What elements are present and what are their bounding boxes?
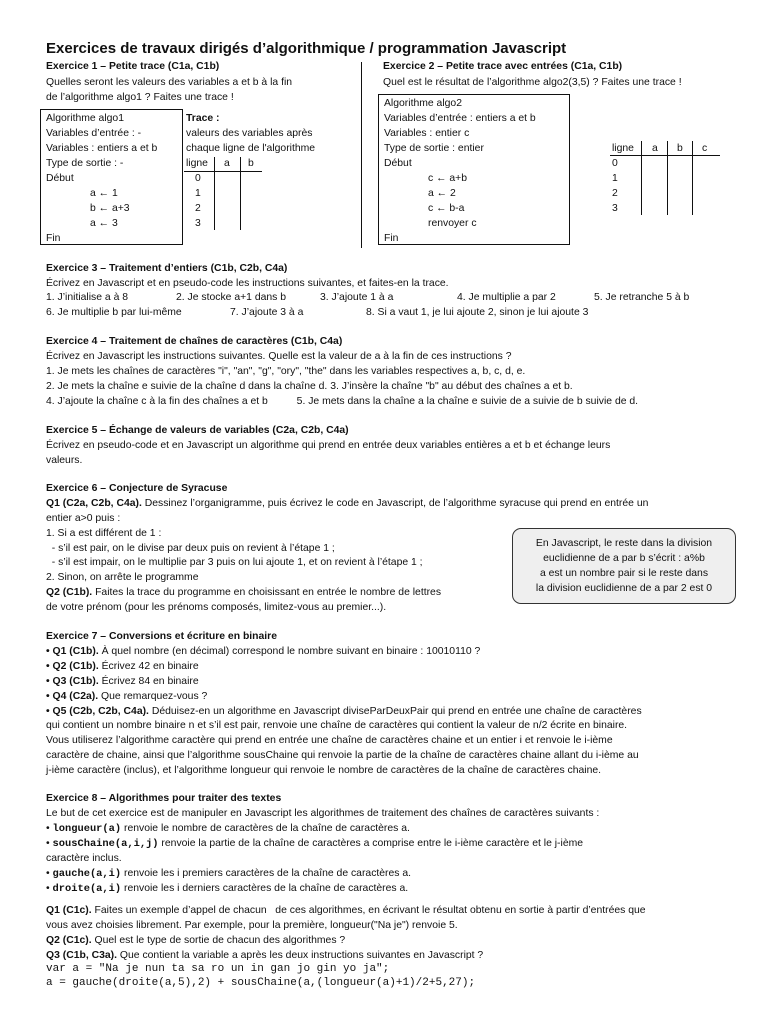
ex7-q-text: Déduisez-en un algorithme en Javascript diviseParDeuxPair qui prend en entrée une chaîne de caractères xyxy=(148,706,642,717)
ex8-q2-text: Quel est le type de sortie de chacun des algorithmes ? xyxy=(91,935,346,946)
ex1-trace-title: Trace : xyxy=(186,113,220,124)
ex1-trace-desc: chaque ligne de l'algorithme xyxy=(186,143,316,154)
ex1-algo-line: b ← a+3 xyxy=(90,203,130,214)
ex8-q1 xyxy=(46,903,646,918)
ex6-line: entier a>0 puis : xyxy=(46,513,121,524)
ex3-heading: Exercice 3 – Traitement d’entiers (C1b, C2b, C4a) xyxy=(46,263,288,274)
ex1-trace-rule xyxy=(240,157,241,230)
ex7-line: caractère de chaine, ainsi que l’algorithme sousChaine qui renvoie la partie de la chaîne de caractères chaine allant du i-ième au xyxy=(46,750,639,761)
ex4-heading: Exercice 4 – Traitement de chaînes de caractères (C1b, C4a) xyxy=(46,336,343,347)
ex7-heading: Exercice 7 – Conversions et écriture en binaire xyxy=(46,631,278,642)
ex2-algo-line: c ← a+b xyxy=(428,173,467,184)
ex8-q3-text: Que contient la variable a après les deux instructions suivantes en Javascript ? xyxy=(117,950,484,961)
ex7-q-text: À quel nombre (en décimal) correspond le nombre suivant en binaire : 10010110 ? xyxy=(98,646,481,657)
ex7-q-text: Écrivez 84 en binaire xyxy=(98,676,199,687)
ex3-item: 8. Si a vaut 1, je lui ajoute 2, sinon je lui ajoute 3 xyxy=(366,307,589,318)
ex1-line-2: de l’algorithme algo1 ? Faites une trace ! xyxy=(46,92,234,103)
ex2-line: Quel est le résultat de l’algorithme algo2(3,5) ? Faites une trace ! xyxy=(383,77,682,88)
ex1-trace-row: 3 xyxy=(195,218,201,229)
ex1-trace-row: 2 xyxy=(195,203,201,214)
ex2-algo-line: Variables d’entrée : entiers a et b xyxy=(384,113,536,124)
ex1-algo-line: Fin xyxy=(46,233,61,244)
ex8-q2-label: Q2 (C1c). xyxy=(46,935,92,946)
ex4-line: 2. Je mets la chaîne e suivie de la chaîne d dans la chaîne d. 3. J’insère la chaîne "b" au début des chaînes a et b. xyxy=(46,381,573,392)
ex2-trace-rule xyxy=(692,141,693,215)
ex2-algo-line: Type de sortie : entier xyxy=(384,143,484,154)
ex2-algo-line: Début xyxy=(384,158,412,169)
ex2-trace-header: ligne xyxy=(612,143,634,154)
ex1-trace-row: 1 xyxy=(195,188,201,199)
ex4-line: 1. Je mets les chaînes de caractères "i", "an", "g", "ory", "the" dans les variables respectives a, b, c, d, e. xyxy=(46,366,526,377)
ex6-q2 xyxy=(46,585,441,600)
ex1-line-1: Quelles seront les valeurs des variables a et b à la fin xyxy=(46,77,293,88)
ex1-trace-header: ligne xyxy=(186,158,208,169)
ex8-bullet-text: renvoie le nombre de caractères de la chaîne de caractères a. xyxy=(121,823,410,834)
ex8-bullet-cont: caractère inclus. xyxy=(46,853,122,864)
ex1-trace-rule xyxy=(214,157,215,230)
ex8-q1-text: Faites un exemple d’appel de chacun de ces algorithmes, en écrivant le résultat obtenu en sortie à partir d’entrées que xyxy=(91,905,646,916)
ex2-algo-line: Variables : entier c xyxy=(384,128,470,139)
ex2-trace-header: c xyxy=(702,143,708,154)
ex3-item: 4. Je multiplie a par 2 xyxy=(457,292,556,303)
ex6-q1-label: Q1 (C2a, C2b, C4a). xyxy=(46,498,142,509)
ex8-heading: Exercice 8 – Algorithmes pour traiter des textes xyxy=(46,793,282,804)
ex2-trace-row: 3 xyxy=(612,203,618,214)
ex2-algo-line: c ← b-a xyxy=(428,203,465,214)
ex3-item: 3. J’ajoute 1 à a xyxy=(320,292,394,303)
ex6-q2-label: Q2 (C1b). xyxy=(46,587,93,598)
ex8-bullet-text: renvoie les i derniers caractères de la chaîne de caractères a. xyxy=(121,883,409,894)
ex2-algo-line: a ← 2 xyxy=(428,188,456,199)
ex1-algo-line: Variables d’entrée : - xyxy=(46,128,142,139)
ex5-line: valeurs. xyxy=(46,455,83,466)
ex8-q3-label: Q3 (C1b, C3a). xyxy=(46,950,118,961)
ex7-q-label: • Q3 (C1b). xyxy=(46,676,99,687)
ex6-line: - s’il est impair, on le multiplie par 3 puis on lui ajoute 1, et on revient à l’étape 1 ; xyxy=(46,557,423,568)
ex1-algo-line: a ← 1 xyxy=(90,188,118,199)
ex7-question xyxy=(46,704,642,719)
ex8-bullet-text: renvoie la partie de la chaîne de caractères a comprise entre le i-ième caractère et le j-ième xyxy=(158,838,584,849)
ex7-q-label: • Q2 (C1b). xyxy=(46,661,99,672)
ex7-line: qui contient un nombre binaire n et s’il est pair, renvoie une chaîne de caractères qui contient la valeur de n/2 écrite en binaire. xyxy=(46,720,628,731)
ex8-bullet: • droite(a,i) renvoie les i derniers caractères de la chaîne de caractères a. xyxy=(46,883,409,895)
ex7-question xyxy=(46,674,199,689)
ex7-line: j-ième caractère (inclus), et l’algorithme longueur qui renvoie le nombre de caractères de la chaîne de caractères chaine. xyxy=(46,765,602,776)
ex6-line: 1. Si a est différent de 1 : xyxy=(46,528,162,539)
ex3-item: 7. J’ajoute 3 à a xyxy=(230,307,304,318)
ex1-algo-line: Début xyxy=(46,173,74,184)
ex2-algo-line: Fin xyxy=(384,233,399,244)
ex8-intro: Le but de cet exercice est de manipuler en Javascript les algorithmes de traitement des chaînes de caractères suivants : xyxy=(46,808,600,819)
ex1-algo-line: Algorithme algo1 xyxy=(46,113,124,124)
ex3-item: 1. J’initialise a à 8 xyxy=(46,292,129,303)
ex8-q1-label: Q1 (C1c). xyxy=(46,905,92,916)
ex6-q2-line2: de votre prénom (pour les prénoms composés, limitez-vous au premier...). xyxy=(46,602,387,613)
ex1-trace-header: a xyxy=(224,158,230,169)
ex8-bullet-text: renvoie les i premiers caractères de la chaîne de caractères a. xyxy=(121,868,412,879)
ex8-bullet: • gauche(a,i) renvoie les i premiers caractères de la chaîne de caractères a. xyxy=(46,868,412,880)
note-line: euclidienne de a par b s’écrit : a%b xyxy=(543,553,705,564)
note-line: En Javascript, le reste dans la division xyxy=(535,538,713,549)
ex2-trace-rule xyxy=(667,141,668,215)
ex1-trace-row: 0 xyxy=(195,173,201,184)
ex5-heading: Exercice 5 – Échange de valeurs de variables (C2a, C2b, C4a) xyxy=(46,425,349,436)
ex3-item: 6. Je multiplie b par lui-même xyxy=(46,307,182,318)
ex8-code: gauche(a,i) xyxy=(52,868,122,880)
ex4-line: Écrivez en Javascript les instructions suivantes. Quelle est la valeur de a à la fin de ces instructions ? xyxy=(46,351,512,362)
ex2-trace-row: 2 xyxy=(612,188,618,199)
ex3-item: 2. Je stocke a+1 dans b xyxy=(176,292,287,303)
javascript-modulo-note xyxy=(512,528,736,604)
ex8-code: sousChaine(a,i,j) xyxy=(52,838,159,850)
note-line: la division euclidienne de a par 2 est 0 xyxy=(535,583,713,594)
ex1-trace-header: b xyxy=(248,158,254,169)
ex8-code: longueur(a) xyxy=(52,823,122,835)
ex8-q2 xyxy=(46,933,345,948)
ex8-q1-line2: vous avez choisies librement. Par exemple, pour la première, longueur("Na je") renvoie 5. xyxy=(46,920,458,931)
ex7-question xyxy=(46,644,480,659)
ex1-heading: Exercice 1 – Petite trace (C1a, C1b) xyxy=(46,61,220,72)
ex1-algo-line: Type de sortie : - xyxy=(46,158,124,169)
note-line: a est un nombre pair si le reste dans xyxy=(539,568,709,579)
ex8-q3 xyxy=(46,948,483,963)
ex6-line: 2. Sinon, on arrête le programme xyxy=(46,572,199,583)
ex6-q1-text: Dessinez l’organigramme, puis écrivez le code en Javascript, de l’algorithme syracuse qui prend en entrée un xyxy=(141,498,649,509)
ex8-bullet: • longueur(a) renvoie le nombre de caractères de la chaîne de caractères a. xyxy=(46,823,410,835)
ex2-trace-header: b xyxy=(677,143,683,154)
ex6-heading: Exercice 6 – Conjecture de Syracuse xyxy=(46,483,228,494)
ex7-q-label: • Q4 (C2a). xyxy=(46,691,99,702)
ex1-trace-desc: valeurs des variables après xyxy=(186,128,313,139)
ex2-trace-row: 1 xyxy=(612,173,618,184)
ex2-trace-row: 0 xyxy=(612,158,618,169)
ex3-item: 5. Je retranche 5 à b xyxy=(594,292,690,303)
ex8-code: droite(a,i) xyxy=(52,883,122,895)
ex6-line: - s’il est pair, on le divise par deux puis on revient à l’étape 1 ; xyxy=(46,543,335,554)
page-title: Exercices de travaux dirigés d’algorithmique / programmation Javascript xyxy=(46,40,567,57)
ex1-algo-line: Variables : entiers a et b xyxy=(46,143,158,154)
ex2-algo-line: renvoyer c xyxy=(428,218,477,229)
ex2-heading: Exercice 2 – Petite trace avec entrées (C1a, C1b) xyxy=(383,61,623,72)
ex7-q-text: Écrivez 42 en binaire xyxy=(98,661,199,672)
ex7-line: Vous utiliserez l’algorithme caractère qui prend en entrée une chaîne de caractères chaine et un entier i et renvoie le i-ième xyxy=(46,735,613,746)
ex6-q1 xyxy=(46,496,648,511)
ex1-algo-line: a ← 3 xyxy=(90,218,118,229)
ex7-question xyxy=(46,689,207,704)
ex8-code-line-2: a = gauche(droite(a,5),2) + sousChaine(a,(longueur(a)+1)/2+5,27); xyxy=(46,977,476,989)
column-divider xyxy=(361,62,362,248)
ex7-q-text: Que remarquez-vous ? xyxy=(98,691,208,702)
ex3-intro: Écrivez en Javascript et en pseudo-code les instructions suivantes, et faites-en la trace. xyxy=(46,278,449,289)
ex2-algo-line: Algorithme algo2 xyxy=(384,98,462,109)
ex8-code-line-1: var a = "Na je nun ta sa ro un in gan jo gin yo ja"; xyxy=(46,963,390,975)
ex7-q-label: • Q5 (C2b, C2b, C4a). xyxy=(46,706,149,717)
ex4-line: 4. J’ajoute la chaîne c à la fin des chaînes a et b 5. Je mets dans la chaîne a la chaîne e suivie de a suivie de b suivie de d. xyxy=(46,396,639,407)
ex8-bullet: • sousChaine(a,i,j) renvoie la partie de la chaîne de caractères a comprise entre le i-ième caractère et le j-ième xyxy=(46,838,584,850)
ex6-q2-text: Faites la trace du programme en choisissant en entrée le nombre de lettres xyxy=(92,587,442,598)
ex2-trace-rule xyxy=(641,141,642,215)
ex5-line: Écrivez en pseudo-code et en Javascript un algorithme qui prend en entrée deux variables entières a et b et échange leurs xyxy=(46,440,611,451)
ex7-q-label: • Q1 (C1b). xyxy=(46,646,99,657)
ex2-trace-header: a xyxy=(652,143,658,154)
ex2-trace-rule xyxy=(610,155,720,156)
ex7-question xyxy=(46,659,199,674)
